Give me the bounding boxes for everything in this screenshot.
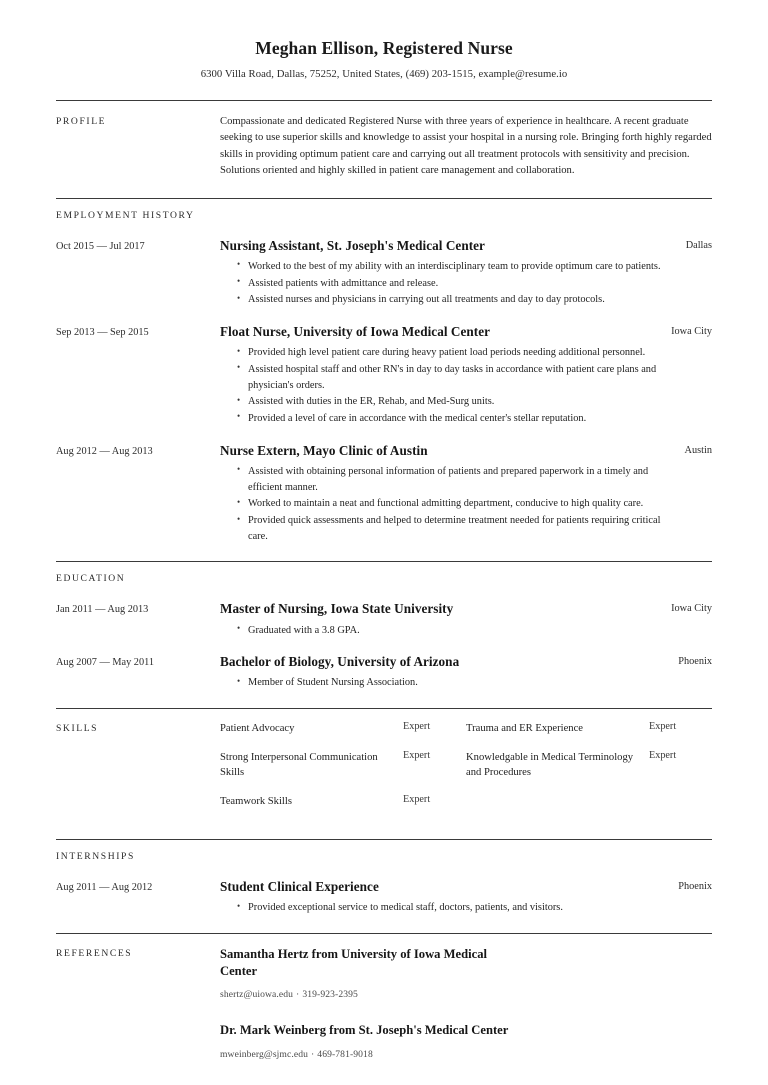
employment-entry [56, 309, 712, 428]
entry-title: Nurse Extern, Mayo Clinic of Austin [220, 442, 428, 458]
skill-name: Knowledgable in Medical Terminology and Procedures [466, 752, 634, 779]
skill-name: Teamwork Skills [220, 796, 292, 808]
reference-name: Samantha Hertz from University of Iowa Medical Center [220, 947, 487, 979]
section-employment-history [56, 199, 712, 562]
section-label-education: EDUCATION [56, 573, 126, 585]
entry-location: Phoenix [678, 656, 712, 668]
entry-location: Iowa City [671, 325, 712, 337]
entry-bullet-list [220, 623, 661, 639]
entry-location: Phoenix [678, 881, 712, 893]
skill-name: Strong Interpersonal Communication Skills [220, 752, 378, 779]
employment-bottom-spacer [56, 545, 712, 561]
skill-level: Expert [403, 794, 431, 806]
bullet-item: • Provided quick assessments and helped to determine treatment needed for patients requiring critical care. [237, 513, 675, 544]
reference-email[interactable]: mweinberg@sjmc.edu [220, 1048, 308, 1060]
bullet-item: • Member of Student Nursing Association. [237, 675, 668, 691]
reference-entry [220, 1000, 712, 1059]
section-references [56, 934, 712, 1059]
bullet-item: • Assisted nurses and physicians in carrying out all treatments and day to day protocols. [237, 292, 676, 308]
skill-row [220, 794, 466, 823]
skills-column-left [220, 721, 466, 823]
resume-header [56, 0, 712, 80]
reference-email[interactable]: shertz@uiowa.edu [220, 989, 294, 1001]
bullet-item: • Worked to maintain a neat and functional admitting department, conducive to high quality care. [237, 496, 675, 512]
bullet-item: • Assisted hospital staff and other RN's in day to day tasks in accordance with patient care plans and physician's orders. [237, 362, 661, 393]
reference-entry [220, 934, 712, 1000]
entry-location: Austin [684, 444, 712, 456]
skill-row [220, 750, 466, 794]
entry-date: Oct 2015 — Jul 2017 [56, 240, 145, 252]
skill-name: Trauma and ER Experience [466, 723, 583, 735]
bullet-item: • Graduated with a 3.8 GPA. [237, 623, 661, 639]
resume-content [56, 0, 712, 1060]
skill-name: Patient Advocacy [220, 723, 295, 735]
section-label-skills: SKILLS [56, 723, 99, 735]
entry-title: Float Nurse, University of Iowa Medical Center [220, 323, 491, 339]
entry-date: Sep 2013 — Sep 2015 [56, 326, 149, 338]
skill-level: Expert [649, 750, 677, 762]
header-spacer [56, 80, 712, 100]
entry-bullet-list [220, 900, 668, 916]
entry-date: Aug 2007 — May 2011 [56, 657, 155, 669]
employment-entry [56, 428, 712, 546]
bullet-item: • Assisted patients with admittance and release. [237, 276, 676, 292]
profile-summary-text: Compassionate and dedicated Registered Nurse with three years of experience in healthcare. A recent graduate seeking to use superior skills and knowledge to assist your hospital in a nursing role. Bringing forth highly regarded skills in providing optimum patient care and carrying out all treatment protocols with sensitivity and precision. Solutions oriented and highly skilled in patient care management and collaboration. [220, 116, 712, 177]
education-entry [56, 639, 712, 692]
section-education [56, 562, 712, 708]
reference-phone[interactable]: 469-781-9018 [317, 1048, 373, 1060]
section-skills [56, 709, 712, 839]
entry-date: Aug 2012 — Aug 2013 [56, 445, 153, 457]
skill-row [220, 721, 466, 750]
skills-column-right [466, 721, 712, 823]
entry-bullet-list [220, 345, 661, 427]
skill-level: Expert [403, 750, 431, 762]
reference-separator: · [311, 1048, 315, 1060]
section-label-internships: INTERNSHIPS [56, 851, 135, 863]
entry-bullet-list [220, 675, 668, 691]
entry-bullet-list [220, 464, 675, 545]
education-bottom-spacer [56, 692, 712, 708]
entry-title: Master of Nursing, Iowa State University [220, 601, 454, 617]
bullet-item: • Provided a level of care in accordance with the medical center's stellar reputation. [237, 411, 661, 427]
bullet-item: • Worked to the best of my ability with an interdisciplinary team to provide optimum care to patients. [237, 259, 676, 275]
section-profile [56, 101, 712, 198]
section-internships [56, 840, 712, 933]
reference-contact [220, 980, 712, 1000]
entry-location: Iowa City [671, 603, 712, 615]
section-label-profile: PROFILE [56, 116, 107, 127]
entry-date: Jan 2011 — Aug 2013 [56, 604, 149, 616]
candidate-name: Meghan Ellison, Registered Nurse [255, 38, 513, 58]
entry-location: Dallas [685, 239, 712, 251]
entry-title: Bachelor of Biology, University of Arizona [220, 654, 460, 670]
education-entry [56, 586, 712, 639]
entry-title: Student Clinical Experience [220, 879, 379, 895]
bullet-item: • Provided exceptional service to medical staff, doctors, patients, and visitors. [237, 900, 668, 916]
bullet-item: • Assisted with obtaining personal information of patients and prepared paperwork in a timely and efficient manner. [237, 464, 675, 495]
bullet-item: • Provided high level patient care during heavy patient load periods needing additional personnel. [237, 345, 661, 361]
skill-row [466, 721, 712, 750]
entry-bullet-list [220, 259, 676, 308]
section-label-employment: EMPLOYMENT HISTORY [56, 209, 195, 221]
candidate-contact-line: 6300 Villa Road, Dallas, 75252, United States, (469) 203-1515, example@resume.io [200, 68, 568, 80]
entry-date: Aug 2011 — Aug 2012 [56, 882, 153, 894]
reference-separator: · [296, 989, 300, 1001]
reference-name: Dr. Mark Weinberg from St. Joseph's Medical Center [220, 1023, 509, 1038]
bullet-item: • Assisted with duties in the ER, Rehab, and Med-Surg units. [237, 394, 661, 410]
reference-phone[interactable]: 319-923-2395 [302, 989, 358, 1001]
reference-contact [220, 1040, 712, 1060]
skill-row [466, 750, 712, 794]
entry-title: Nursing Assistant, St. Joseph's Medical Center [220, 237, 485, 253]
employment-entry [56, 223, 712, 309]
internships-bottom-spacer [56, 917, 712, 933]
skill-level: Expert [649, 721, 677, 733]
section-label-references: REFERENCES [56, 948, 133, 960]
skill-level: Expert [403, 721, 431, 733]
internship-entry [56, 864, 712, 917]
